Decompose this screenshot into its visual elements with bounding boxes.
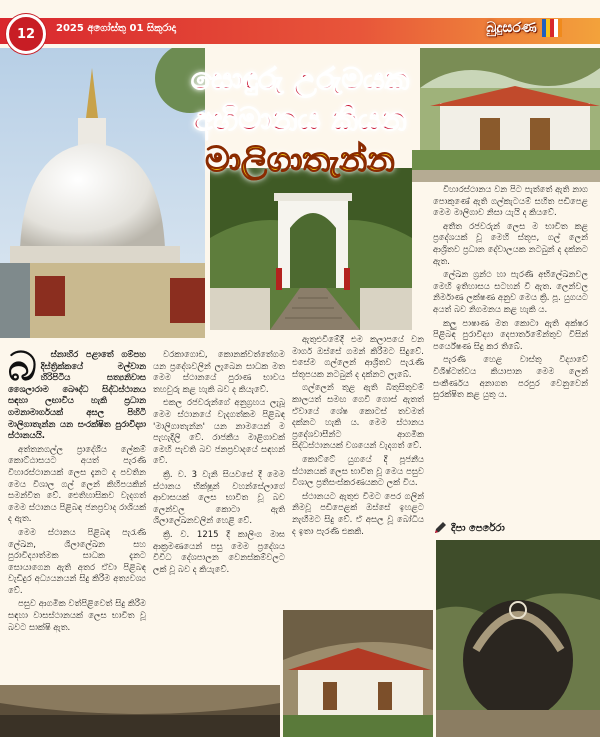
paragraph: කොට්ටේ යුගයේ දී පූජනීය ස්ථානයක් ලෙස භාවිත වූ මෙය පසුව විශාල ප්‍රතිසංස්කරණයකට ලක් විය. <box>292 454 424 489</box>
photo-cave-entrance <box>436 540 600 737</box>
paragraph: පසුව ආගමික වත්පිළිවෙත් සිදු කිරීම සඳහා වාසස්ථානයක් ලෙස භාවිත වූ බවට සාක්ෂි ඇත. <box>8 599 146 633</box>
author-name: දීපා පෙරේරා <box>451 522 505 534</box>
paragraph: වරකාගොඩ, කොනක්වත්තේගම යන ප්‍රදේශවලින් ලැබෙන සාධක මත මෙම ස්ථානයේ පුරාණ භාවය තහවුරු කළ හැකි බව ද කියැවේ. <box>153 350 285 395</box>
paragraph: කලු පාෂාණ මත කොටා ඇති අක්ෂර පිළිබඳ පුරාවිද්‍යා දෙපාර්තමේන්තුව විසින් පර්යේෂණ සිදු කර තිබේ. <box>433 318 588 352</box>
photo-building-under-rock <box>283 610 433 737</box>
article-column-4 <box>433 185 588 515</box>
dropcap: බ <box>8 350 37 390</box>
paragraph: එකල රජවරුන්ගේ අනුග්‍රහය ලැබූ මෙම ස්ථානයේ වැදගත්කම පිළිබඳ 'මාලිගාතැන්න' යන නාමයෙන් ම පැහැදිලි වේ. රාජකීය මාළිගාවක් මෙහි පැවති බව ජනප්‍රවාදයේ සඳහන් වේ. <box>153 398 285 467</box>
article-column-1 <box>8 350 146 680</box>
paragraph: අත්තනගල්ල ප්‍රාදේශීය ලේකම් කොට්ඨාසයට අයත් පැරණි විහාරස්ථානයක් ලෙස දැනට ද පවතින මෙය විශාල ගල් ලෙන් කිහිපයකින් සමන්විත වේ. ඓතිහාසිකව වැදගත් මෙම ස්ථානය පිළිබඳ ජනප්‍රවාද රාශියක් ද ඇත. <box>8 444 146 525</box>
section-logo-text: බුදුසරණ <box>486 20 537 36</box>
photo-rock-cave <box>0 685 280 737</box>
paragraph: ලේඛන ග්‍රන්ථ හා පැරණි අභිලේඛනවල මෙහි ඉතිහාසය සටහන් වී ඇත. ලෙන්වල නිර්මාණ ලක්ෂණ අනුව මෙය ක්‍රි. පූ. යුගයට අයත් බව නිගමනය කළ හැකි ය. <box>433 270 588 315</box>
issue-date: 2025 අගෝස්තු 01 සිකුරාදා <box>56 23 176 34</box>
paragraph: ක්‍රි. ව. 1215 දී කාලිංග මාඝ ආක්‍රමණයෙන් පසු මෙම ප්‍රදේශය විවිධ දේශපාලන වෙනස්කම්වලට ලක් වූ බව ද කියැවේ. <box>153 529 285 575</box>
paragraph: පැරණි හෙළ වාස්තු විද්‍යාවේ විශිෂ්ටත්වය කියාපාන මෙම ලෙන් සංකීර්ණය අනාගත පරපුර වෙනුවෙන් සුරක්ෂිත කළ යුතු ය. <box>433 355 588 401</box>
byline <box>433 520 583 536</box>
title-line-3: මාලිගාතැන්න <box>205 140 395 180</box>
paragraph: ඇතුළුවීමේදී එම කලාපයේ වන මාර්ග ඔස්සේ ගමන් කිරීමට සිදුවේ. එසේම ගල්ලෙන් ආශ්‍රිතව පැරැණි ස්තූපයක නටබුන් ද දක්නට ලැබේ. <box>292 335 424 380</box>
paragraph: විහාරස්ථානය වන පිට පැත්තේ ඇති නාග පොකුණේ ඇති ගල්කැටයම් සහිත පඩිපෙළ මෙම මාලිගාව නිසා යැයි ද කියවේ. <box>433 185 588 219</box>
paragraph: මෙම ස්ථානය පිළිබඳ පැරැණි ලේඛන, ශිලාලේඛන සහ පුරාවිද්‍යාත්මක සාධක දැනට සොයාගෙන ඇති අතර ඒවා පිළිබඳ වැඩිදුර අධ්‍යයනයන් සිදු කිරීම අත්‍යවශ්‍ය වේ. <box>8 527 146 596</box>
paragraph: ක්‍රි. ව. 3 වැනි සියවසේ දී මෙම ස්ථානය භික්ෂූන් වහන්සේලාගේ ආවාසයක් ලෙස භාවිත වූ බව ලෙන්වල කොටා ඇති ශිලාලේඛනවලින් හෙළි වේ. <box>153 469 285 527</box>
buddhist-flag-icon <box>542 17 564 39</box>
photo-arch-gateway <box>210 168 412 330</box>
article-column-2 <box>153 350 285 685</box>
paragraph: අතීත රජවරුන් ලෙස ම භාවිත කළ ප්‍රදේශයක් වූ මෙහි ස්තූප, ගල් ලෙන් ආශ්‍රිතව ප්‍රධාන දේවාලයක නටබුන් ද දක්නට ඇත. <box>433 221 588 267</box>
section-logo <box>470 8 580 48</box>
paragraph: ස්ථානයට ඇතුළු වීමට පෙර ගලින් නිමවූ පඩිපෙළක් ඔස්සේ ඉහළට නැඟීමට සිදු වේ. ඒ අසල වූ බෝධිය ද ඉතා පැරණි එකකි. <box>292 491 424 537</box>
paragraph: ස්නාහිර පළාතේ ගම්පහ දිස්ත්‍රික්කයේ මල්වාන හිරිපිටිය සත්‍යනිවාස ශෛලාරාම බෞද්ධ සිද්ධස්ථානය සඳහා ලඟාවිය හැකි ප්‍රධාන ගමනාමාර්ගයක් අසල පිහිටි මාලිගාතැන්න යන සංරක්ෂිත පුරාවිද්‍යා ස්ථානයයි. <box>8 350 146 442</box>
pen-icon <box>433 521 447 535</box>
title-line-1: සොඳුරු උරුමයක <box>190 62 410 97</box>
page-number: 12 <box>6 14 46 54</box>
title-line-2: අභිමානය කියන <box>193 100 407 138</box>
paragraph: ගල්ලෙන් තුළ ඇති බිතුසිතුවම් කාලයත් සමඟ ගෙවී ගොස් ඇතත් ඒවායේ ශේෂ කොටස් තවමත් දක්නට හැකි ය. මෙම ස්ථානය ප්‍රදේශවාසීන්ට ආගමික සිද්ධස්ථානයක් වශයෙන් වැදගත් වේ. <box>292 383 424 452</box>
